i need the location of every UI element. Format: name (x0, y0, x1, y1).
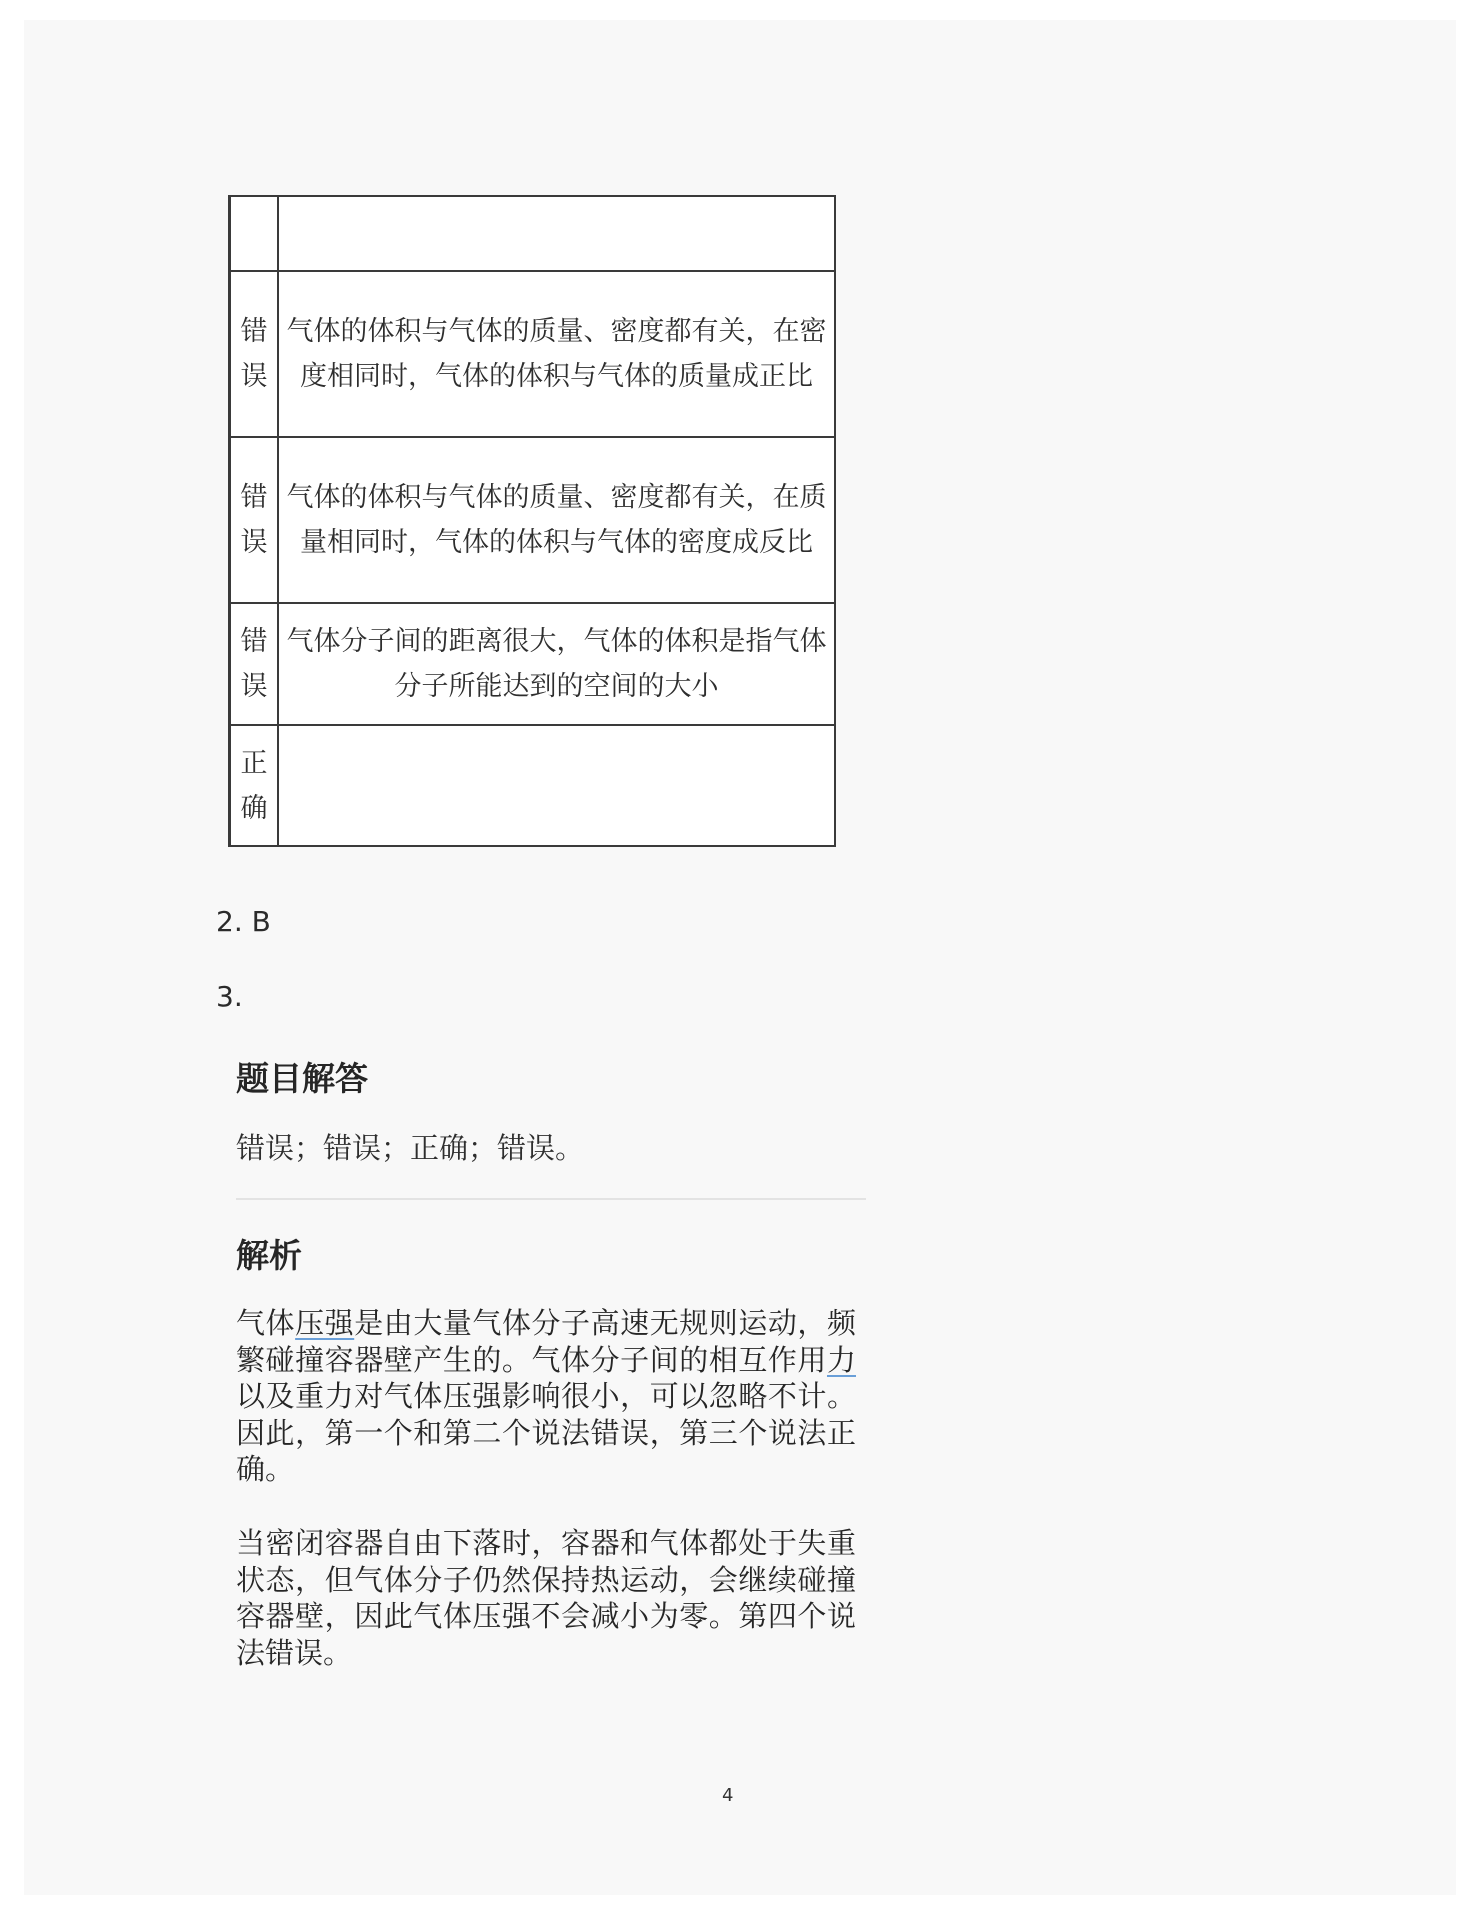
analysis-paragraph-1: 气体压强是由大量气体分子高速无规则运动，频繁碰撞容器壁产生的。气体分子间的相互作用力以及重力对气体压强影响很小，可以忽略不计。因此，第一个和第二个说法错误，第三个说法正确。 (236, 1306, 856, 1486)
table-row (230, 196, 836, 271)
table-row (230, 725, 836, 846)
analysis-paragraph-2: 当密闭容器自由下落时，容器和气体都处于失重状态，但气体分子仍然保持热运动，会继续碰撞容器壁，因此气体压强不会减小为零。第四个说法错误。 (236, 1526, 856, 1670)
verdict-cell (230, 196, 279, 271)
table-row (230, 437, 836, 603)
solution-title: 题目解答 (236, 1059, 368, 1098)
verdict-cell: 错误 (230, 437, 279, 603)
statement-cell (278, 725, 835, 846)
statement-cell (278, 196, 835, 271)
term-link-force[interactable]: 力 (826, 1342, 856, 1377)
section-divider (236, 1198, 866, 1200)
table-row (230, 603, 836, 725)
solution-answer: 错误；错误；正确；错误。 (236, 1131, 585, 1165)
analysis-title: 解析 (236, 1236, 302, 1275)
term-link-pressure[interactable]: 压强 (295, 1306, 355, 1340)
statement-cell: 气体的体积与气体的质量、密度都有关，在质量相同时，气体的体积与气体的密度成反比 (278, 437, 835, 603)
page-number: 4 (722, 1785, 734, 1806)
statement-cell: 气体的体积与气体的质量、密度都有关，在密度相同时，气体的体积与气体的质量成正比 (278, 271, 835, 437)
verdict-cell: 错误 (230, 603, 279, 725)
answer-q2: 2. B (216, 905, 271, 938)
verdict-cell: 错误 (230, 271, 279, 437)
answer-q3: 3. (216, 980, 243, 1013)
table-row (230, 271, 836, 437)
judgement-table (228, 195, 836, 847)
verdict-cell: 正确 (230, 725, 279, 846)
statement-cell: 气体分子间的距离很大，气体的体积是指气体分子所能达到的空间的大小 (278, 603, 835, 725)
